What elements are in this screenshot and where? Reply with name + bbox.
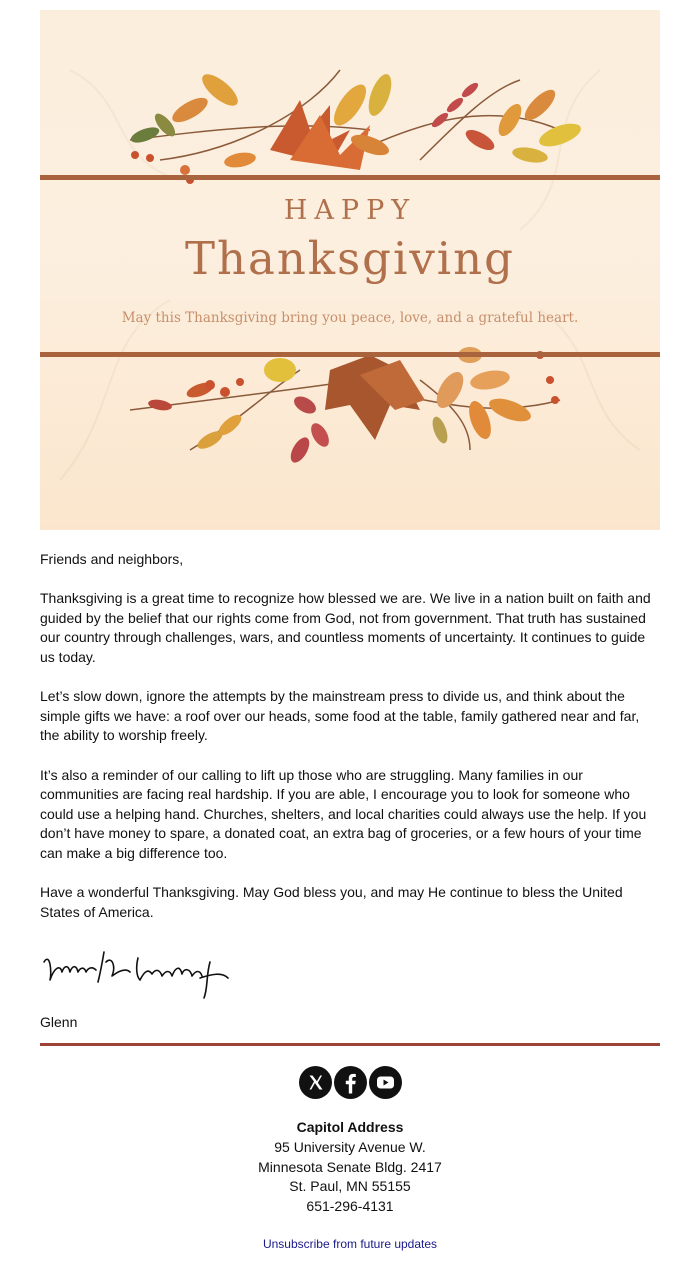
youtube-icon[interactable] <box>369 1066 402 1099</box>
banner-happy-text: HAPPY <box>283 195 417 226</box>
address-line: St. Paul, MN 55155 <box>289 1178 411 1195</box>
address-title: Capitol Address <box>296 1119 404 1135</box>
phone-number: 651-296-4131 <box>306 1198 394 1215</box>
banner-wish-text: May this Thanksgiving bring you peace, love, and a grateful heart. <box>121 310 579 326</box>
address-line: 95 University Avenue W. <box>274 1138 426 1155</box>
letter-paragraph: Thanksgiving is a great time to recognize how blessed we are. We live in a nation built on faith and guided by the belief that our rights come from God, not from government. That truth has sustained our country through challenges, wars, and countless moments of uncertainty. It continues to guide us today. <box>40 590 651 665</box>
banner-bottom-band <box>40 352 660 357</box>
footer-divider <box>40 1043 660 1046</box>
letter-paragraph: It’s also a reminder of our calling to lift up those who are struggling. Many families in our communities are facing real hardship. If you are able, I encourage you to look for someone who could use a helping hand. Churches, shelters, and local charities could always use the help. If you don’t have money to spare, a donated coat, an extra bag of groceries, or a few hours of your time can make a big difference too. <box>40 766 647 861</box>
address-line: Minnesota Senate Bldg. 2417 <box>258 1158 442 1175</box>
banner-top-band <box>40 175 660 180</box>
letter-signoff: Glenn <box>40 1014 78 1030</box>
unsubscribe-link[interactable]: Unsubscribe from future updates <box>262 1237 438 1251</box>
letter-body <box>40 550 662 942</box>
facebook-icon[interactable] <box>334 1066 367 1099</box>
thanksgiving-banner <box>40 10 660 530</box>
unsubscribe-container <box>0 1237 700 1251</box>
social-links <box>0 1066 700 1099</box>
handwritten-signature <box>40 942 240 1002</box>
letter-paragraph: Have a wonderful Thanksgiving. May God bless you, and may He continue to bless the United States of America. <box>40 884 623 920</box>
x-icon[interactable] <box>299 1066 332 1099</box>
banner-title: Thanksgiving <box>185 232 515 285</box>
letter-paragraph: Let’s slow down, ignore the attempts by the mainstream press to divide us, and think about the simple gifts we have: a roof over our heads, some food at the table, family gathered near and far, the ability to worship freely. <box>40 688 640 744</box>
letter-greeting: Friends and neighbors, <box>40 551 184 567</box>
capitol-address <box>0 1118 700 1217</box>
